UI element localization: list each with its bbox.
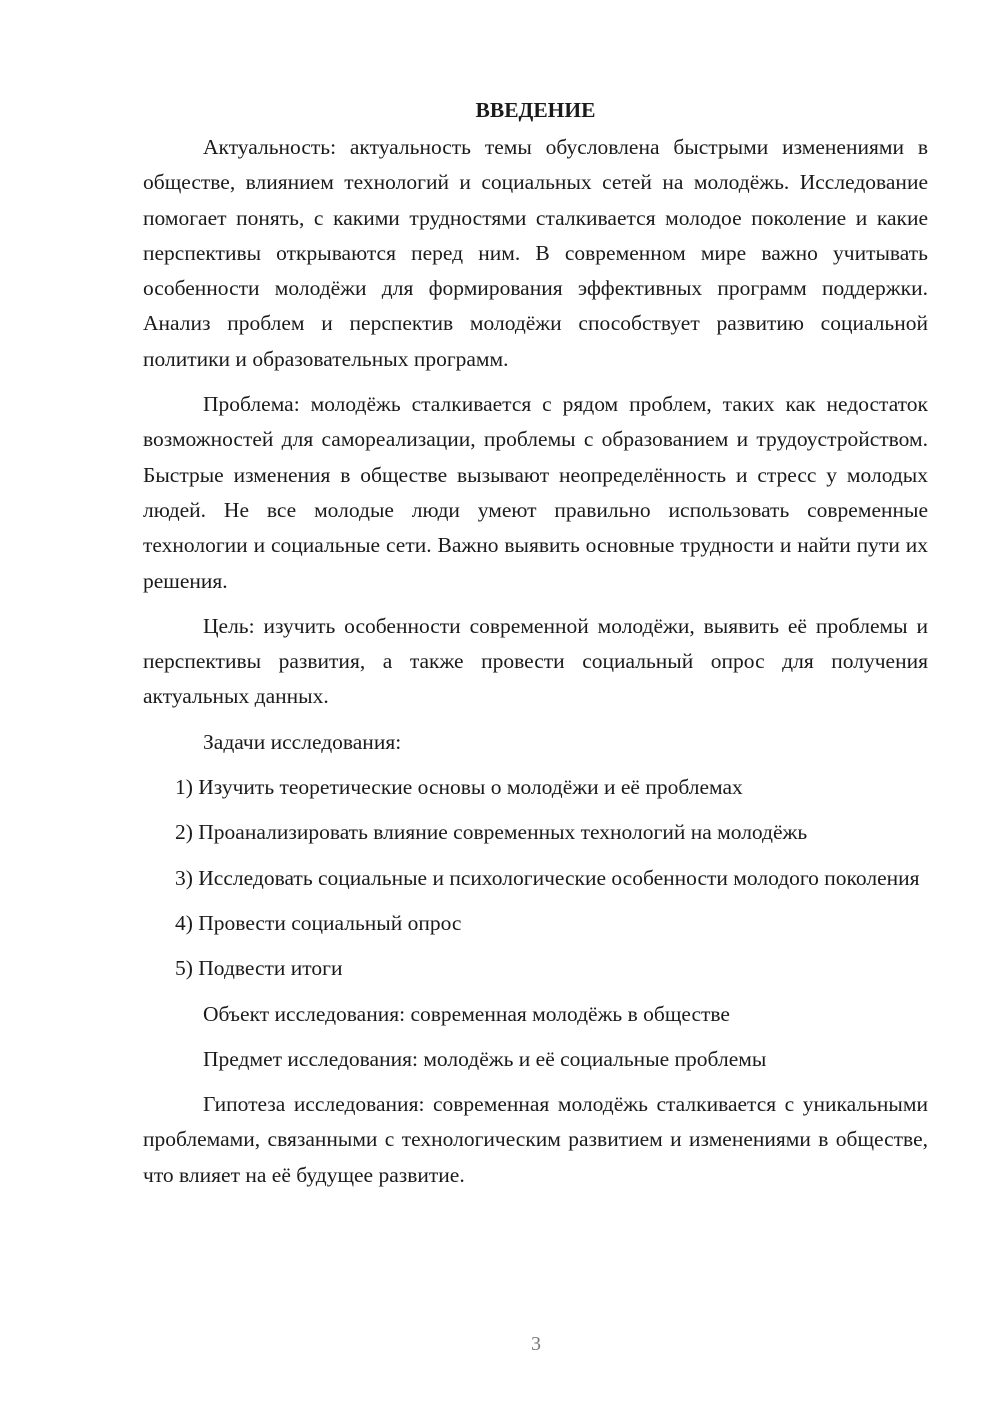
page-number: 3 xyxy=(531,1333,541,1355)
tasks-heading: Задачи исследования: xyxy=(203,729,402,754)
task-item-1: 1) Изучить теоретические основы о молодёжи и её проблемах xyxy=(175,775,743,800)
task-item-5: 5) Подвести итоги xyxy=(175,956,343,981)
task-item-2: 2) Проанализировать влияние современных технологий на молодёжь xyxy=(175,820,808,845)
relevance-paragraph: Актуальность: актуальность темы обусловлена быстрыми изменениями в обществе, влиянием технологий и социальных сетей на молодёжь. Исследование помогает понять, с какими трудностями сталкивается молодое поколение и какие перспективы открываются перед ним. В современном мире важно учитывать особенности молодёжи для формирования эффективных программ поддержки. Анализ проблем и перспектив молодёжи способствует развитию социальной политики и образовательных программ. xyxy=(143,135,928,371)
goal-paragraph: Цель: изучить особенности современной молодёжи, выявить её проблемы и перспективы развития, а также провести социальный опрос для получения актуальных данных. xyxy=(143,613,928,709)
task-item-3: 3) Исследовать социальные и психологические особенности молодого поколения xyxy=(175,865,920,890)
section-title: ВВЕДЕНИЕ xyxy=(475,98,596,122)
document-page xyxy=(143,92,928,1203)
hypothesis-paragraph: Гипотеза исследования: современная молодёжь сталкивается с уникальными проблемами, связанными с технологическим развитием и изменениями в обществе, что влияет на её будущее развитие. xyxy=(143,1092,928,1187)
task-item-4: 4) Провести социальный опрос xyxy=(175,910,462,935)
research-subject: Предмет исследования: молодёжь и её социальные проблемы xyxy=(203,1046,767,1071)
problem-paragraph: Проблема: молодёжь сталкивается с рядом проблем, таких как недостаток возможностей для самореализации, проблемы с образованием и трудоустройством. Быстрые изменения в обществе вызывают неопределённость и стресс у молодых людей. Не все молодые люди умеют правильно использовать современные технологии и социальные сети. Важно выявить основные трудности и найти пути их решения. xyxy=(143,392,928,593)
research-object: Объект исследования: современная молодёжь в обществе xyxy=(203,1001,730,1026)
